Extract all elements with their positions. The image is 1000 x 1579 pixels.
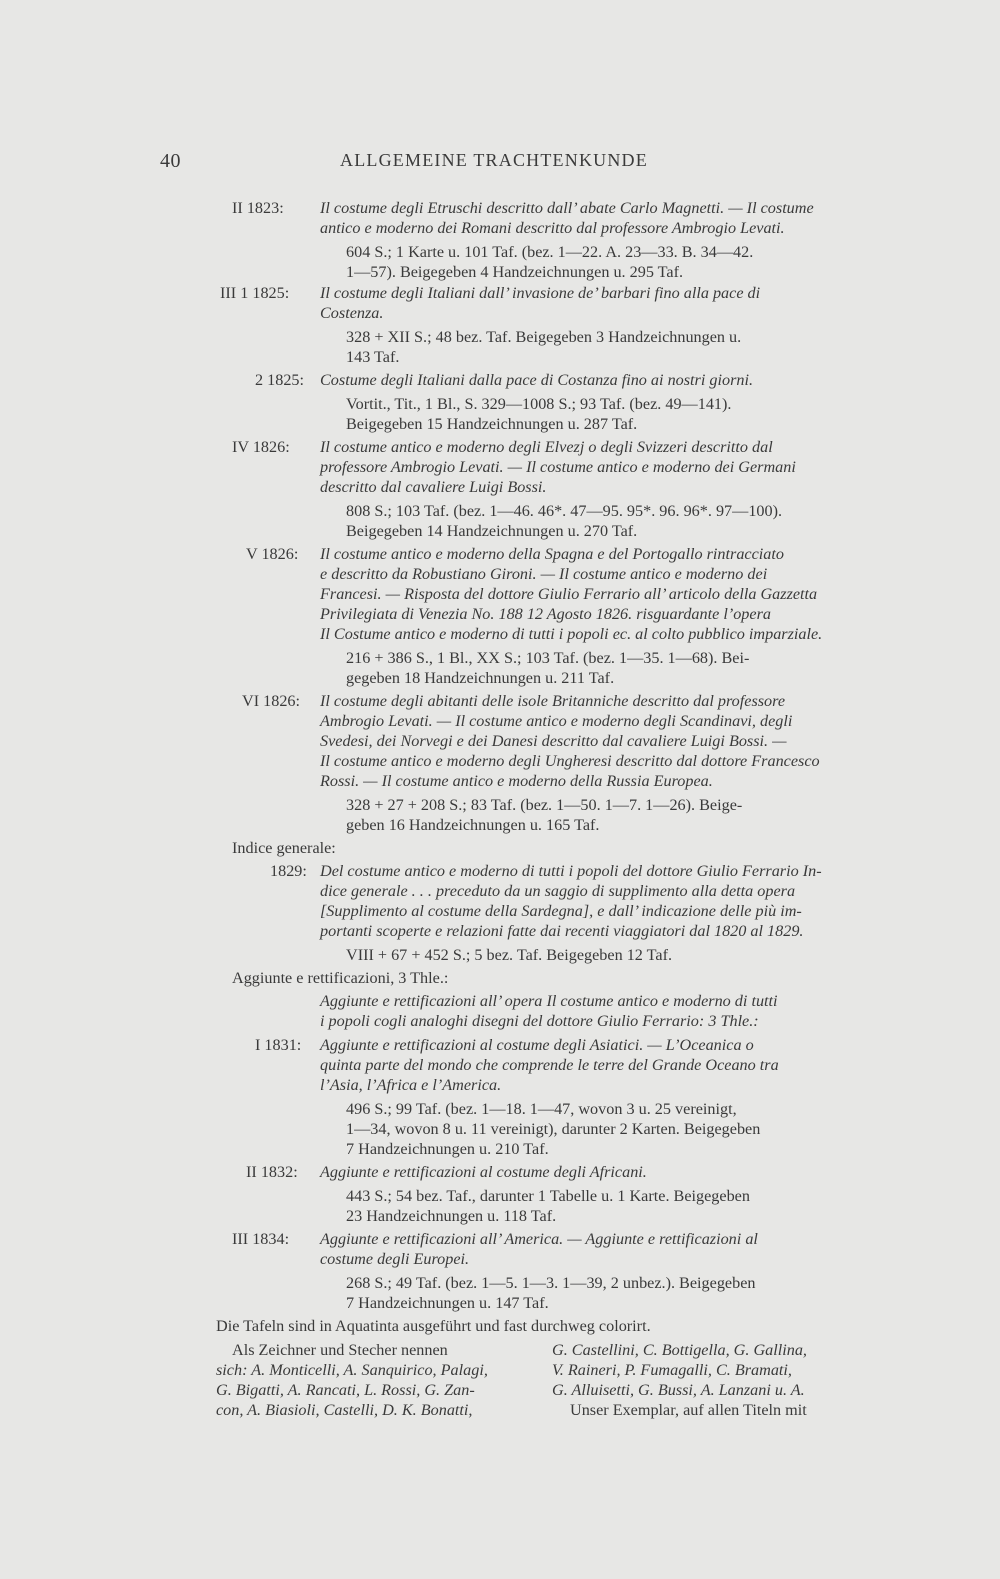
entry-title-line: professore Ambrogio Levati. — Il costume antico e moderno dei Germani [320, 458, 796, 476]
entry-detail-line: 328 + XII S.; 48 bez. Taf. Beigegeben 3 Handzeichnungen u. [346, 328, 742, 346]
entry-title-line: costume degli Europei. [320, 1250, 470, 1268]
closing-left-line: sich: A. Monticelli, A. Sanquirico, Palagi, [216, 1361, 488, 1379]
entry-detail-line: 268 S.; 49 Taf. (bez. 1—5. 1—3. 1—39, 2 unbez.). Beigegeben [346, 1274, 756, 1292]
entry-label: III 1834: [232, 1230, 290, 1248]
entry-title-line: i popoli cogli analoghi disegni del dottore Giulio Ferrario: 3 Thle.: [320, 1012, 759, 1030]
entry-title-line: Il Costume antico e moderno di tutti i popoli ec. al colto pubblico imparziale. [320, 625, 823, 643]
closing-left-line: con, A. Biasioli, Castelli, D. K. Bonatti, [216, 1401, 473, 1419]
section-heading: Indice generale: [232, 839, 336, 857]
closing-left-line: G. Bigatti, A. Rancati, L. Rossi, G. Zan- [216, 1381, 475, 1399]
closing-right-line: G. Castellini, C. Bottigella, G. Gallina, [552, 1341, 807, 1359]
entry-title-line: quinta parte del mondo che comprende le terre del Grande Oceano tra [320, 1056, 779, 1074]
entry-title-line: Costenza. [320, 304, 384, 322]
entry-label: II 1823: [232, 199, 284, 217]
entry-detail-line: 23 Handzeichnungen u. 118 Taf. [346, 1207, 557, 1225]
entry-title-line: Francesi. — Risposta del dottore Giulio Ferrario all’ articolo della Gazzetta [320, 585, 818, 603]
entry-title-line: Ambrogio Levati. — Il costume antico e moderno degli Scandinavi, degli [320, 712, 793, 730]
entry-detail-line: 1—34, wovon 8 u. 11 vereinigt), darunter 2 Karten. Beigegeben [346, 1120, 761, 1138]
entry-detail-line: 7 Handzeichnungen u. 147 Taf. [346, 1294, 549, 1312]
entry-detail-line: 143 Taf. [346, 348, 400, 366]
entry-title-line: portanti scoperte e relazioni fatte dai recenti viaggiatori dal 1820 al 1829. [320, 922, 804, 940]
entry-title-line: Il costume degli Italiani dall’ invasione de’ barbari fino alla pace di [320, 284, 761, 302]
section-heading: Aggiunte e rettificazioni, 3 Thle.: [232, 969, 449, 987]
entry-title-line: Aggiunte e rettificazioni al costume degli Africani. [320, 1163, 647, 1181]
entry-label: I 1831: [255, 1036, 302, 1054]
entry-title-line: Costume degli Italiani dalla pace di Costanza fino ai nostri giorni. [320, 371, 754, 389]
entry-detail-line: 604 S.; 1 Karte u. 101 Taf. (bez. 1—22. A. 23—33. B. 34—42. [346, 243, 754, 261]
running-title: ALLGEMEINE TRACHTENKUNDE [340, 150, 648, 170]
closing-right-line: G. Alluisetti, G. Bussi, A. Lanzani u. A. [552, 1381, 805, 1399]
entry-detail-line: 7 Handzeichnungen u. 210 Taf. [346, 1140, 549, 1158]
entry-title-line: Il costume antico e moderno degli Elvezj o degli Svizzeri descritto dal [320, 438, 773, 456]
entry-title-line: Aggiunte e rettificazioni all’ America. — Aggiunte e rettificazioni al [320, 1230, 758, 1248]
entry-title-line: Il costume antico e moderno degli Ungheresi descritto dal dottore Francesco [320, 752, 820, 770]
entry-title-line: antico e moderno dei Romani descritto dal professore Ambrogio Levati. [320, 219, 785, 237]
closing-line: Die Tafeln sind in Aquatinta ausgeführt und fast durchweg colorirt. [216, 1317, 651, 1335]
entry-label: III 1 1825: [220, 284, 290, 302]
entry-label: VI 1826: [242, 692, 300, 710]
entry-detail-line: geben 16 Handzeichnungen u. 165 Taf. [346, 816, 600, 834]
entry-detail-line: 1—57). Beigegeben 4 Handzeichnungen u. 295 Taf. [346, 263, 684, 281]
entry-title-line: [Supplimento al costume della Sardegna], e dall’ indicazione delle più im- [320, 902, 802, 920]
entry-detail-line: 216 + 386 S., 1 Bl., XX S.; 103 Taf. (bez. 1—35. 1—68). Bei- [346, 649, 750, 667]
entry-title-line: Privilegiata di Venezia No. 188 12 Agosto 1826. risguardante l’opera [320, 605, 771, 623]
entry-title-line: Aggiunte e rettificazioni al costume degli Asiatici. — L’Oceanica o [320, 1036, 754, 1054]
entry-label: IV 1826: [232, 438, 290, 456]
entry-title-line: Il costume antico e moderno della Spagna e del Portogallo rintracciato [320, 545, 784, 563]
entry-detail-line: Vortit., Tit., 1 Bl., S. 329—1008 S.; 93 Taf. (bez. 49—141). [346, 395, 732, 413]
entry-detail-line: Beigegeben 14 Handzeichnungen u. 270 Taf. [346, 522, 638, 540]
entry-title-line: e descritto da Robustiano Gironi. — Il costume antico e moderno dei [320, 565, 768, 583]
page-number: 40 [160, 150, 181, 172]
entry-detail-line: 328 + 27 + 208 S.; 83 Taf. (bez. 1—50. 1—7. 1—26). Beige- [346, 796, 743, 814]
closing-left-line: Als Zeichner und Stecher nennen [232, 1341, 448, 1359]
entry-label: 2 1825: [255, 371, 305, 389]
entry-label: 1829: [270, 862, 307, 880]
entry-detail-line: VIII + 67 + 452 S.; 5 bez. Taf. Beigegeben 12 Taf. [346, 946, 673, 964]
entry-title-line: Il costume degli abitanti delle isole Britanniche descritto dal professore [320, 692, 786, 710]
entry-label: V 1826: [246, 545, 299, 563]
entry-label: II 1832: [246, 1163, 298, 1181]
entry-detail-line: Beigegeben 15 Handzeichnungen u. 287 Taf. [346, 415, 638, 433]
closing-right-line: V. Raineri, P. Fumagalli, C. Bramati, [552, 1361, 792, 1379]
entry-title-line: l’Asia, l’Africa e l’America. [320, 1076, 502, 1094]
entry-detail-line: 443 S.; 54 bez. Taf., darunter 1 Tabelle u. 1 Karte. Beigegeben [346, 1187, 750, 1205]
entry-title-line: Svedesi, dei Norvegi e dei Danesi descritto dal cavaliere Luigi Bossi. — [320, 732, 787, 750]
entry-title-line: Rossi. — Il costume antico e moderno della Russia Europea. [320, 772, 713, 790]
closing-right-line: Unser Exemplar, auf allen Titeln mit [570, 1401, 807, 1419]
entry-title-line: Del costume antico e moderno di tutti i popoli del dottore Giulio Ferrario In- [320, 862, 822, 880]
entry-detail-line: 808 S.; 103 Taf. (bez. 1—46. 46*. 47—95. 95*. 96. 96*. 97—100). [346, 502, 783, 520]
entry-detail-line: gegeben 18 Handzeichnungen u. 211 Taf. [346, 669, 615, 687]
entry-title-line: dice generale . . . preceduto da un saggio di supplimento alla detta opera [320, 882, 796, 900]
entry-title-line: Il costume degli Etruschi descritto dall’ abate Carlo Magnetti. — Il costume [320, 199, 814, 217]
entry-detail-line: 496 S.; 99 Taf. (bez. 1—18. 1—47, wovon 3 u. 25 vereinigt, [346, 1100, 737, 1118]
entry-title-line: Aggiunte e rettificazioni all’ opera Il costume antico e moderno di tutti [320, 992, 778, 1010]
entry-title-line: descritto dal cavaliere Luigi Bossi. [320, 478, 547, 496]
